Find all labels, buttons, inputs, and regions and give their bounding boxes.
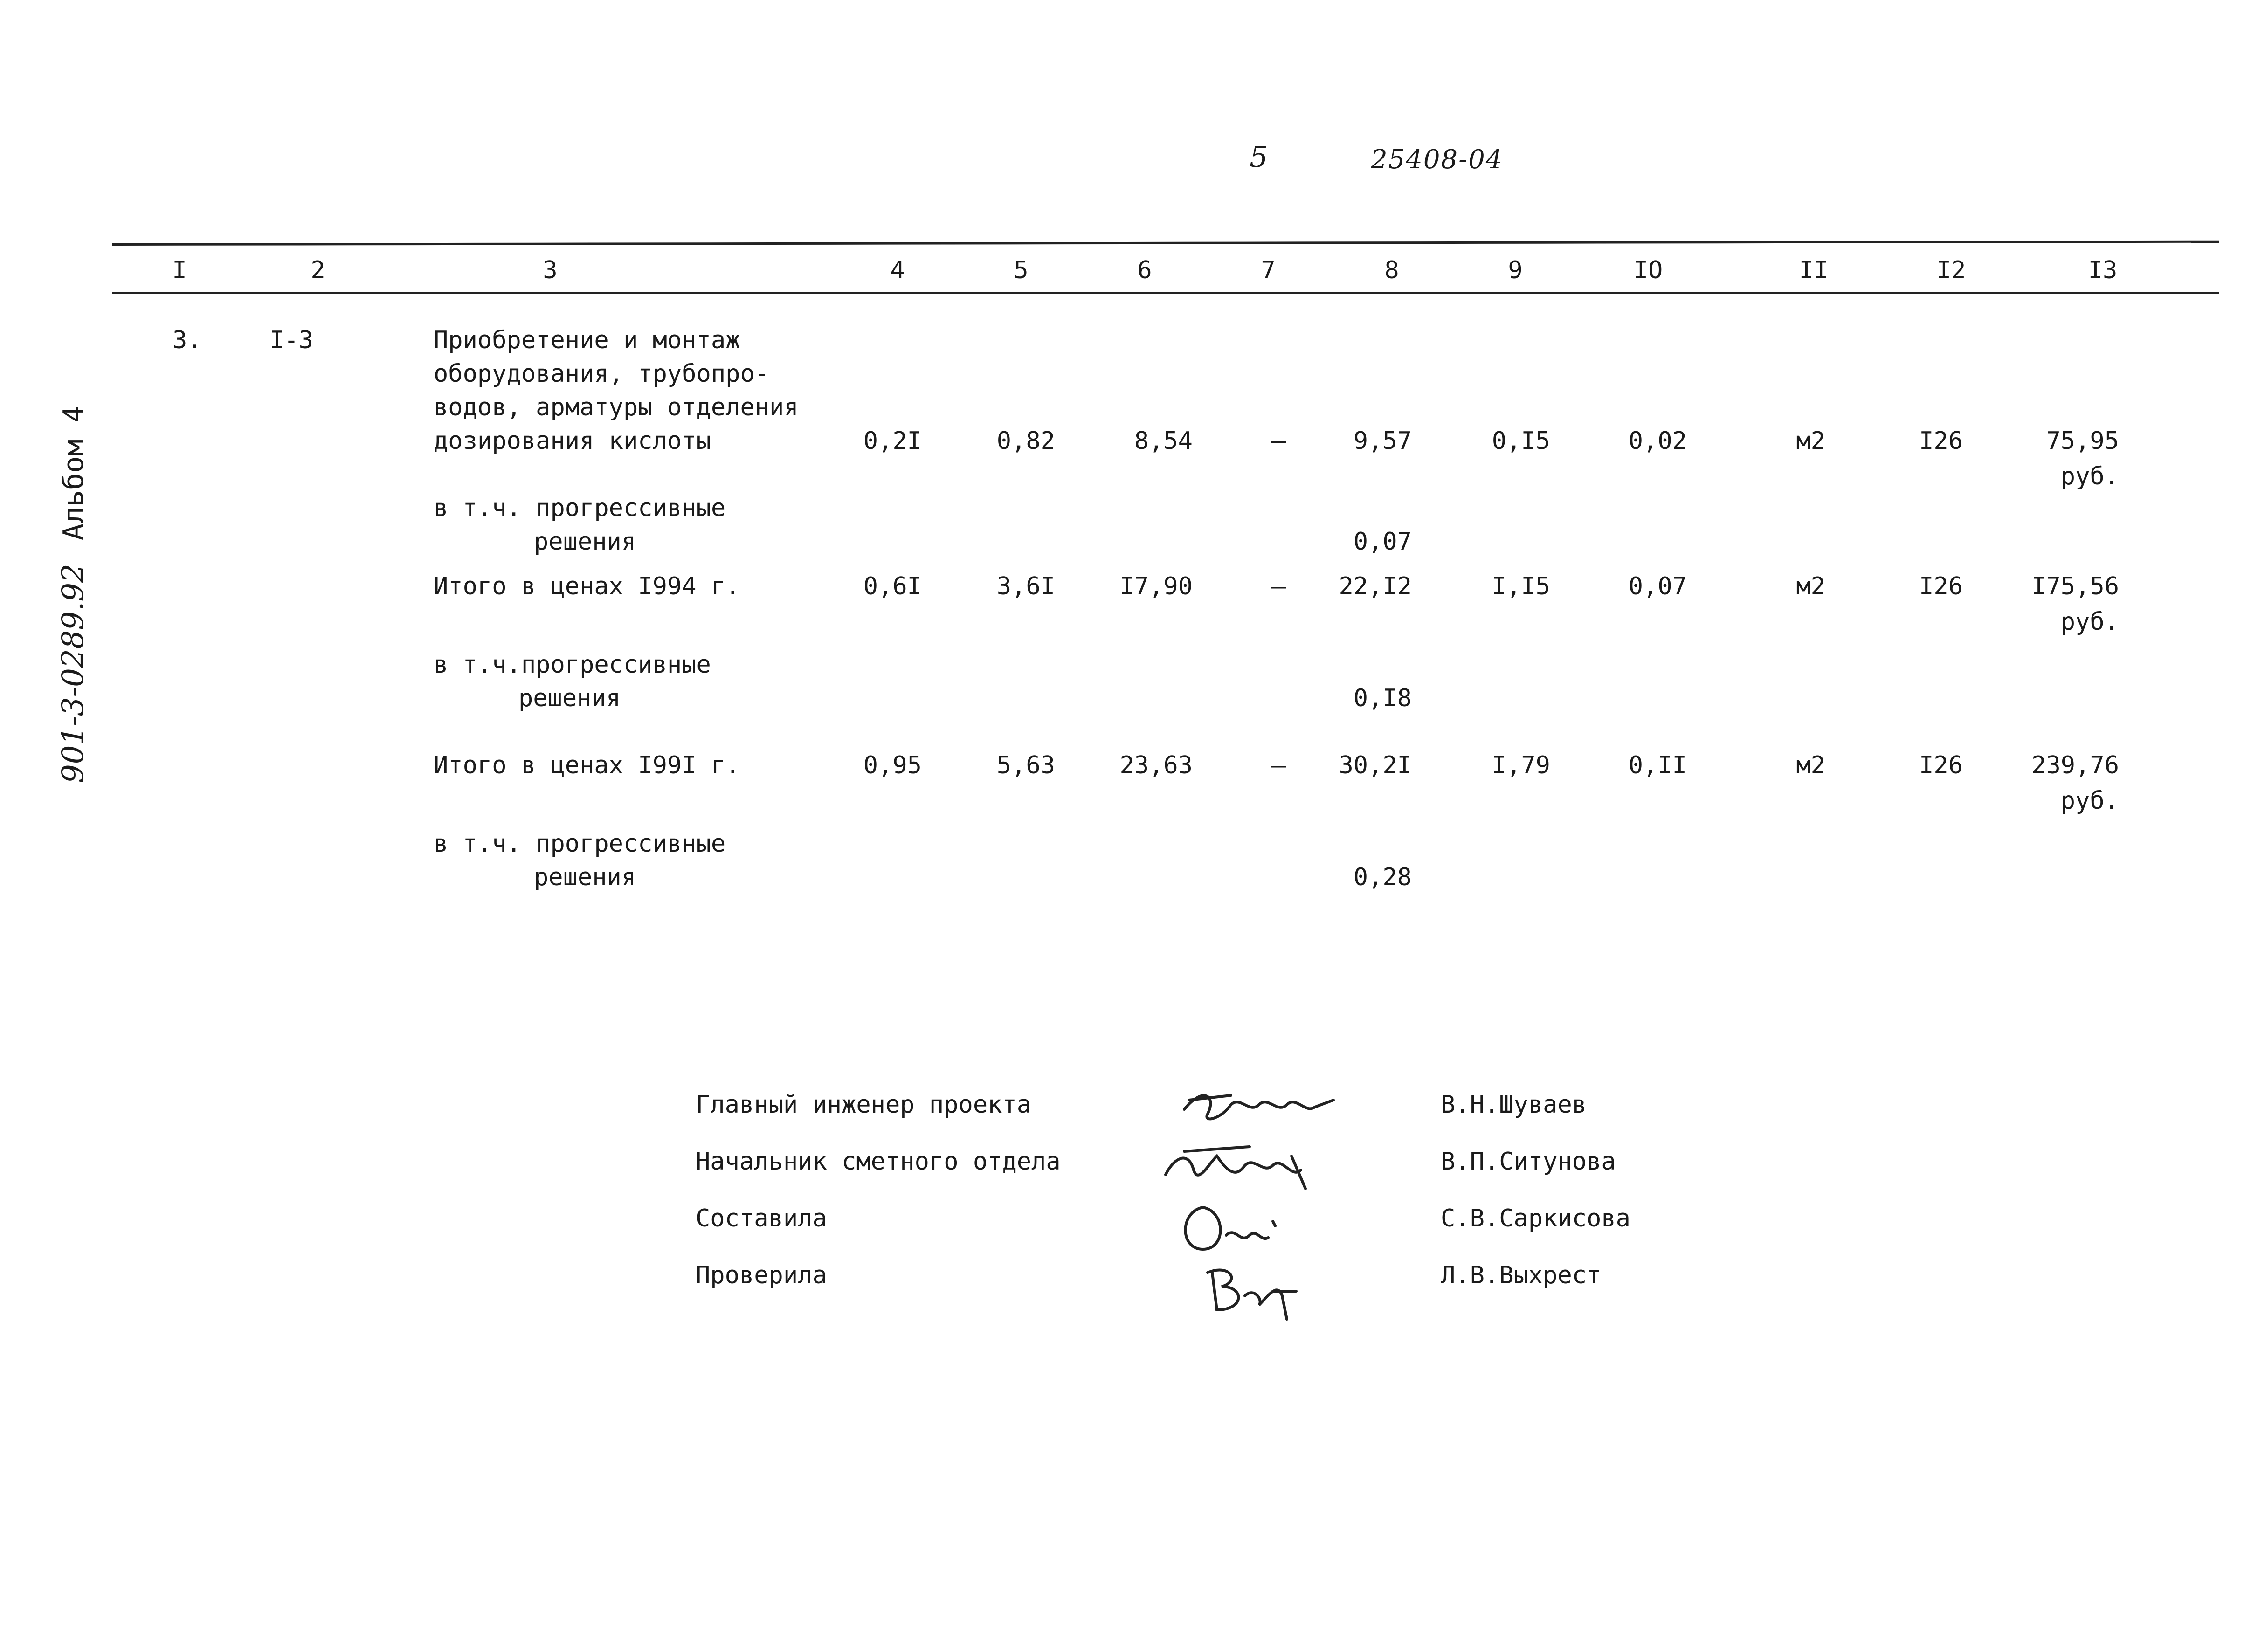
table-header-top-rule <box>112 241 2219 246</box>
item-desc-line-1: Приобретение и монтаж <box>434 326 740 354</box>
signature-role-checked-by: Проверила <box>696 1261 827 1289</box>
item-col7-value: – <box>1271 427 1286 455</box>
handwritten-signature-2 <box>1156 1128 1324 1198</box>
signature-role-estimate-head: Начальник сметного отдела <box>696 1148 1061 1176</box>
item-col12-value: I26 <box>1919 427 1963 455</box>
item-col6-value: 8,54 <box>1134 427 1193 455</box>
signature-role-compiled-by: Составила <box>696 1205 827 1232</box>
signature-name-chief-engineer: В.Н.Шуваев <box>1441 1091 1587 1119</box>
total-1994-col10-value: 0,07 <box>1628 572 1687 600</box>
col-header-12: I2 <box>1936 256 1966 284</box>
item-progressive-label-2: решения <box>534 528 636 556</box>
total-1991-progressive-value: 0,28 <box>1353 863 1412 891</box>
total-1994-col9-value: I,I5 <box>1492 572 1550 600</box>
total-1991-label: Итого в ценах I99I г. <box>434 751 740 779</box>
total-1994-progressive-value: 0,I8 <box>1353 684 1412 712</box>
document-code: 25408-04 <box>1371 145 1504 175</box>
total-1994-col5-value: 3,6I <box>996 572 1055 600</box>
total-1994-col7-value: – <box>1271 572 1286 600</box>
item-desc-line-3: водов, арматуры отделения <box>434 393 799 421</box>
item-number: 3. <box>173 326 202 354</box>
total-1994-col12-value: I26 <box>1919 572 1963 600</box>
item-col11-value: м2 <box>1796 427 1825 455</box>
total-1991-col4-value: 0,95 <box>863 751 922 779</box>
col-header-4: 4 <box>890 256 905 284</box>
signature-name-compiled-by: С.В.Саркисова <box>1441 1205 1630 1232</box>
total-1994-progressive-label-1: в т.ч.прогрессивные <box>434 651 711 679</box>
item-col9-value: 0,I5 <box>1492 427 1550 455</box>
total-1994-col4-value: 0,6I <box>863 572 922 600</box>
side-label-album: Альбом 4 <box>57 406 90 541</box>
item-progressive-value: 0,07 <box>1353 528 1412 556</box>
total-1991-col6-value: 23,63 <box>1119 751 1193 779</box>
col-header-8: 8 <box>1384 256 1399 284</box>
total-1991-col12-value: I26 <box>1919 751 1963 779</box>
col-header-11: II <box>1799 256 1829 284</box>
signature-name-checked-by: Л.В.Выхрест <box>1441 1261 1602 1289</box>
item-progressive-label-1: в т.ч. прогрессивные <box>434 494 726 522</box>
col-header-13: I3 <box>2088 256 2118 284</box>
item-desc-line-4: дозирования кислоты <box>434 427 711 455</box>
total-1991-progressive-label-1: в т.ч. прогрессивные <box>434 830 726 858</box>
total-1991-col13-value: 239,76 <box>2031 751 2119 779</box>
total-1994-col13-value: I75,56 <box>2031 572 2119 600</box>
signature-name-estimate-head: В.П.Ситунова <box>1441 1148 1616 1176</box>
total-1994-label: Итого в ценах I994 г. <box>434 572 740 600</box>
item-col13-value: 75,95 <box>2046 427 2119 455</box>
page-number: 5 <box>1250 140 1268 174</box>
col-header-7: 7 <box>1261 256 1276 284</box>
item-col5-value: 0,82 <box>996 427 1055 455</box>
col-header-5: 5 <box>1014 256 1029 284</box>
col-header-6: 6 <box>1137 256 1152 284</box>
col-header-10: IO <box>1633 256 1663 284</box>
table-header-bottom-rule <box>112 292 2219 294</box>
total-1994-col11-value: м2 <box>1796 572 1825 600</box>
item-col13-unit: руб. <box>2060 462 2119 490</box>
total-1994-col13-unit: руб. <box>2060 608 2119 636</box>
side-label-code: 901-3-0289.92 <box>56 564 90 783</box>
total-1991-col11-value: м2 <box>1796 751 1825 779</box>
total-1991-col5-value: 5,63 <box>996 751 1055 779</box>
handwritten-signature-1 <box>1175 1067 1343 1137</box>
handwritten-signature-4 <box>1194 1254 1361 1324</box>
handwritten-signature-3 <box>1175 1193 1343 1263</box>
total-1991-col9-value: I,79 <box>1492 751 1550 779</box>
total-1994-col6-value: I7,90 <box>1119 572 1193 600</box>
total-1991-col7-value: – <box>1271 751 1286 779</box>
item-col8-value: 9,57 <box>1353 427 1412 455</box>
total-1991-col10-value: 0,II <box>1628 751 1687 779</box>
item-code: I-3 <box>269 326 313 354</box>
col-header-9: 9 <box>1508 256 1523 284</box>
total-1991-col13-unit: руб. <box>2060 787 2119 815</box>
col-header-1: I <box>172 256 187 284</box>
item-desc-line-2: оборудования, трубопро- <box>434 360 770 388</box>
item-col4-value: 0,2I <box>863 427 922 455</box>
item-col10-value: 0,02 <box>1628 427 1687 455</box>
side-label <box>56 406 90 783</box>
col-header-2: 2 <box>311 256 325 284</box>
col-header-3: 3 <box>543 256 558 284</box>
total-1994-progressive-label-2: решения <box>518 684 621 712</box>
signature-role-chief-engineer: Главный инженер проекта <box>696 1091 1032 1119</box>
total-1991-progressive-label-2: решения <box>534 863 636 891</box>
total-1994-col8-value: 22,I2 <box>1339 572 1412 600</box>
total-1991-col8-value: 30,2I <box>1339 751 1412 779</box>
